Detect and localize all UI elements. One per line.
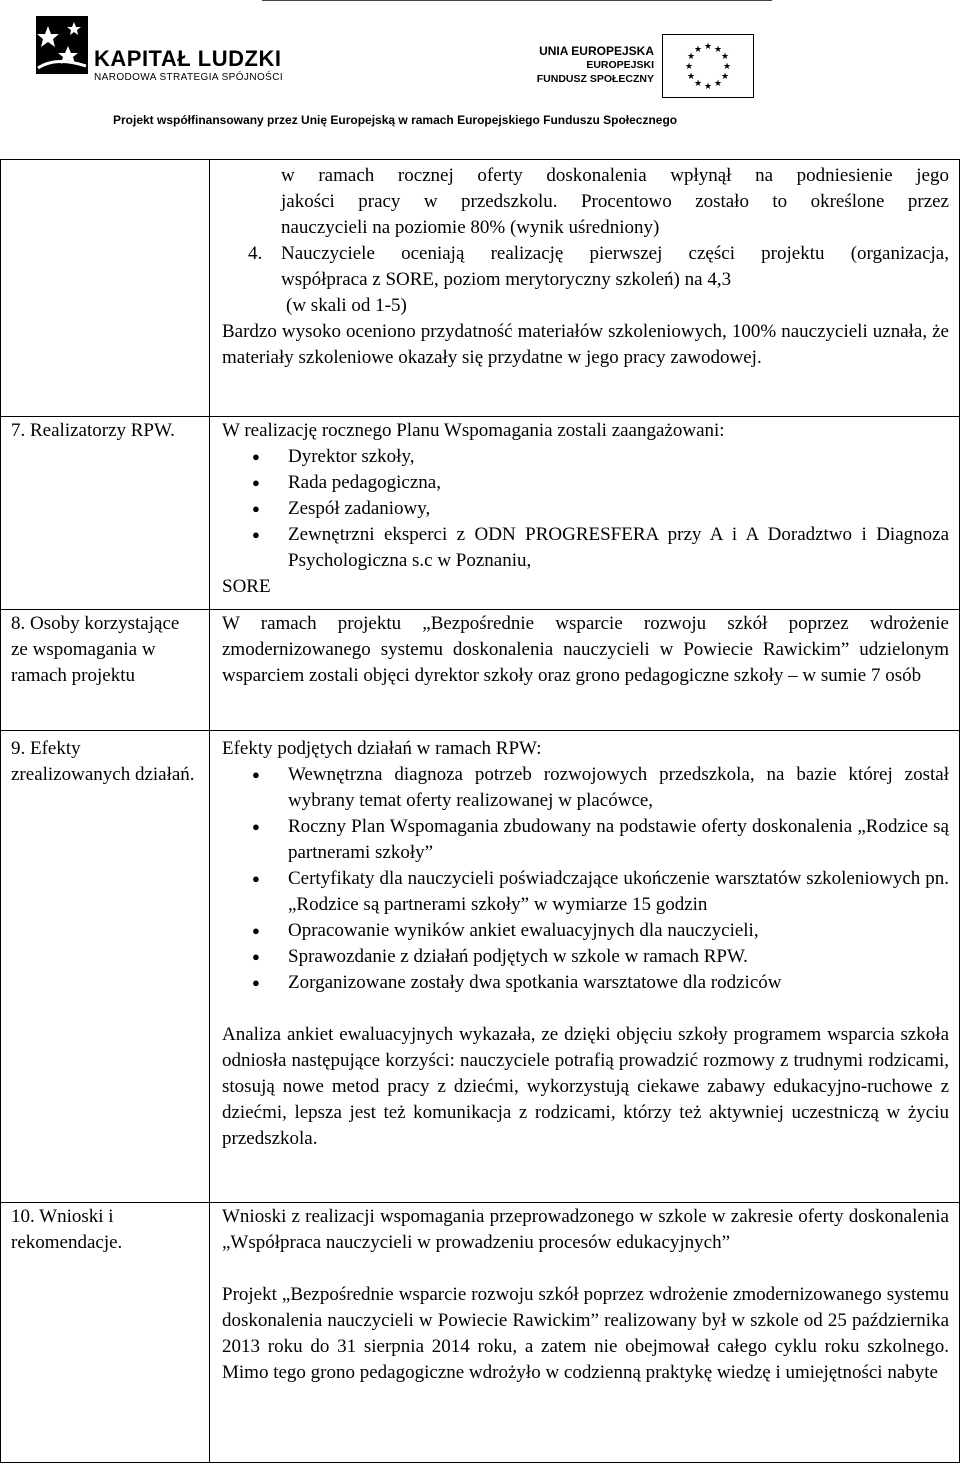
kapital-ludzki-logo-icon xyxy=(36,16,88,74)
text-line: (w skali od 1-5) xyxy=(286,295,407,316)
list-item: ● Zespół zadaniowy, xyxy=(222,496,949,522)
paragraph: Wnioski z realizacji wspomagania przeprowadzonego w szkole w zakresie oferty doskonalenia „Współpraca nauczycieli w prowadzeniu procesów edukacyjnych” xyxy=(222,1206,949,1253)
paragraph: Projekt „Bezpośrednie wsparcie rozwoju szkół poprzez wdrożenie zmodernizowanego systemu doskonalenia nauczycieli w Powiecie Rawickim” realizowany był w szkole od 25 października 2013 roku do 31 sierpnia 2014 roku, a zatem nie obejmował całego cyklu roku szkolnego. Mimo tego grono pedagogiczne wdrożyło w codzienną praktykę wiedzę i umiejętności nabyte xyxy=(222,1284,949,1383)
content-cell xyxy=(210,417,960,610)
svg-text:★: ★ xyxy=(720,72,730,82)
row-label: 7. Realizatorzy RPW. xyxy=(11,420,175,441)
intro-text: W realizację rocznego Planu Wspomagania zostali zaangażowani: xyxy=(222,420,725,441)
svg-text:★: ★ xyxy=(686,72,696,82)
report-table xyxy=(0,159,960,1463)
label-cell xyxy=(1,160,210,417)
text-line: jakości pracy w przedszkolu. Procentowo zostało to określone przez xyxy=(281,191,949,212)
list-item: ● Sprawozdanie z działań podjętych w szkole w ramach RPW. xyxy=(222,944,949,970)
list-item: ● Roczny Plan Wspomagania zbudowany na podstawie oferty doskonalenia „Rodzice są partnerami szkoły” xyxy=(222,814,949,866)
content-cell xyxy=(210,731,960,1203)
logo-left-subtitle: NARODOWA STRATEGIA SPÓJNOŚCI xyxy=(94,72,284,83)
svg-text:★: ★ xyxy=(686,52,696,62)
svg-text:★: ★ xyxy=(722,62,732,72)
list-item: ● Opracowanie wyników ankiet ewaluacyjnych dla nauczycieli, xyxy=(222,918,949,944)
text-line: nauczycieli na poziomie 80% (wynik uśredniony) xyxy=(281,217,660,238)
svg-text:★: ★ xyxy=(693,45,703,55)
bullet-list xyxy=(222,762,949,996)
svg-text:★: ★ xyxy=(693,79,703,89)
logo-right-line3: FUNDUSZ SPOŁECZNY xyxy=(536,73,654,85)
logo-right-line2: EUROPEJSKI xyxy=(586,59,654,71)
list-item-4 xyxy=(222,241,949,319)
eu-flag-icon xyxy=(662,34,754,98)
cofunding-line: Projekt współfinansowany przez Unię Europejską w ramach Europejskiego Funduszu Społecznego xyxy=(113,113,678,127)
svg-text:★: ★ xyxy=(713,79,723,89)
tail-text: SORE xyxy=(222,576,271,597)
logo-right-text xyxy=(534,44,654,86)
table-row xyxy=(1,610,960,731)
svg-text:★: ★ xyxy=(703,42,713,52)
content-cell xyxy=(210,610,960,731)
row-label: 10. Wnioski i rekomendacje. xyxy=(11,1206,123,1253)
text-line: w ramach rocznej oferty doskonalenia wpłynął na podniesienie jego xyxy=(281,165,949,186)
paragraph: Analiza ankiet ewaluacyjnych wykazała, ze dzięki objęciu szkoły programem wsparcia szkoła odniosła następujące korzyści: nauczyciele potrafią prowadzić rozmowy z trudnymi rodzicami, stosują nowe metod pracy z dziećmi, wykorzystują ciekawe zabawy edukacyjno-ruchowe z dziećmi, lepsza jest też komunikacja z rodzicami, którzy też aktywniej uczestniczą w życiu przedszkola. xyxy=(222,1024,949,1149)
bullet-list xyxy=(222,444,949,574)
paragraph: Bardzo wysoko oceniono przydatność materiałów szkoleniowych, 100% nauczycieli uznała, że materiały szkoleniowe okazały się przydatne w jego pracy zawodowej. xyxy=(222,321,949,368)
content-cell xyxy=(210,1203,960,1463)
row-label: 8. Osoby korzystające ze wspomagania w ramach projektu xyxy=(11,613,180,686)
label-cell xyxy=(1,731,210,1203)
paragraph: W ramach projektu „Bezpośrednie wsparcie rozwoju szkół poprzez wdrożenie zmodernizowanego systemu doskonalenia nauczycieli w Powiecie Rawickim” udzielonym wsparciem zostali objęci dyrektor szkoły oraz grono pedagogiczne szkoły – w sumie 7 osób xyxy=(222,613,949,686)
text-line: współpraca z SORE, poziom merytoryczny szkoleń) na 4,3 xyxy=(281,269,732,290)
svg-text:★: ★ xyxy=(684,62,694,72)
svg-text:★: ★ xyxy=(703,82,713,92)
list-item: ● Dyrektor szkoły, xyxy=(222,444,949,470)
table-row xyxy=(1,1203,960,1463)
text-line: Nauczyciele oceniają realizację pierwszej części projektu (organizacja, xyxy=(281,243,949,264)
top-rule xyxy=(262,0,772,1)
continuation-block xyxy=(222,163,949,241)
label-cell xyxy=(1,417,210,610)
table-row xyxy=(1,731,960,1203)
list-item: ● Certyfikaty dla nauczycieli poświadczające ukończenie warsztatów szkoleniowych pn. „Rodzice są partnerami szkoły” w wymiarze 15 godzin xyxy=(222,866,949,918)
logo-right-line1: UNIA EUROPEJSKA xyxy=(539,44,654,58)
svg-text:★: ★ xyxy=(720,52,730,62)
content-cell xyxy=(210,160,960,417)
list-number: 4. xyxy=(248,243,263,264)
row-label: 9. Efekty zrealizowanych działań. xyxy=(11,738,195,785)
list-item: ● Zorganizowane zostały dwa spotkania warsztatowe dla rodziców xyxy=(222,970,949,996)
list-item: ● Rada pedagogiczna, xyxy=(222,470,949,496)
list-item: ● Zewnętrzni eksperci z ODN PROGRESFERA przy A i A Doradztwo i Diagnoza Psychologiczna s.c w Poznaniu, xyxy=(222,522,949,574)
logo-left-title: KAPITAŁ LUDZKI xyxy=(94,46,282,71)
label-cell xyxy=(1,610,210,731)
svg-text:★: ★ xyxy=(713,45,723,55)
table-row xyxy=(1,160,960,417)
label-cell xyxy=(1,1203,210,1463)
list-item: ● Wewnętrzna diagnoza potrzeb rozwojowych przedszkola, na bazie której został wybrany temat oferty realizowanej w placówce, xyxy=(222,762,949,814)
table-row xyxy=(1,417,960,610)
intro-text: Efekty podjętych działań w ramach RPW: xyxy=(222,738,542,759)
